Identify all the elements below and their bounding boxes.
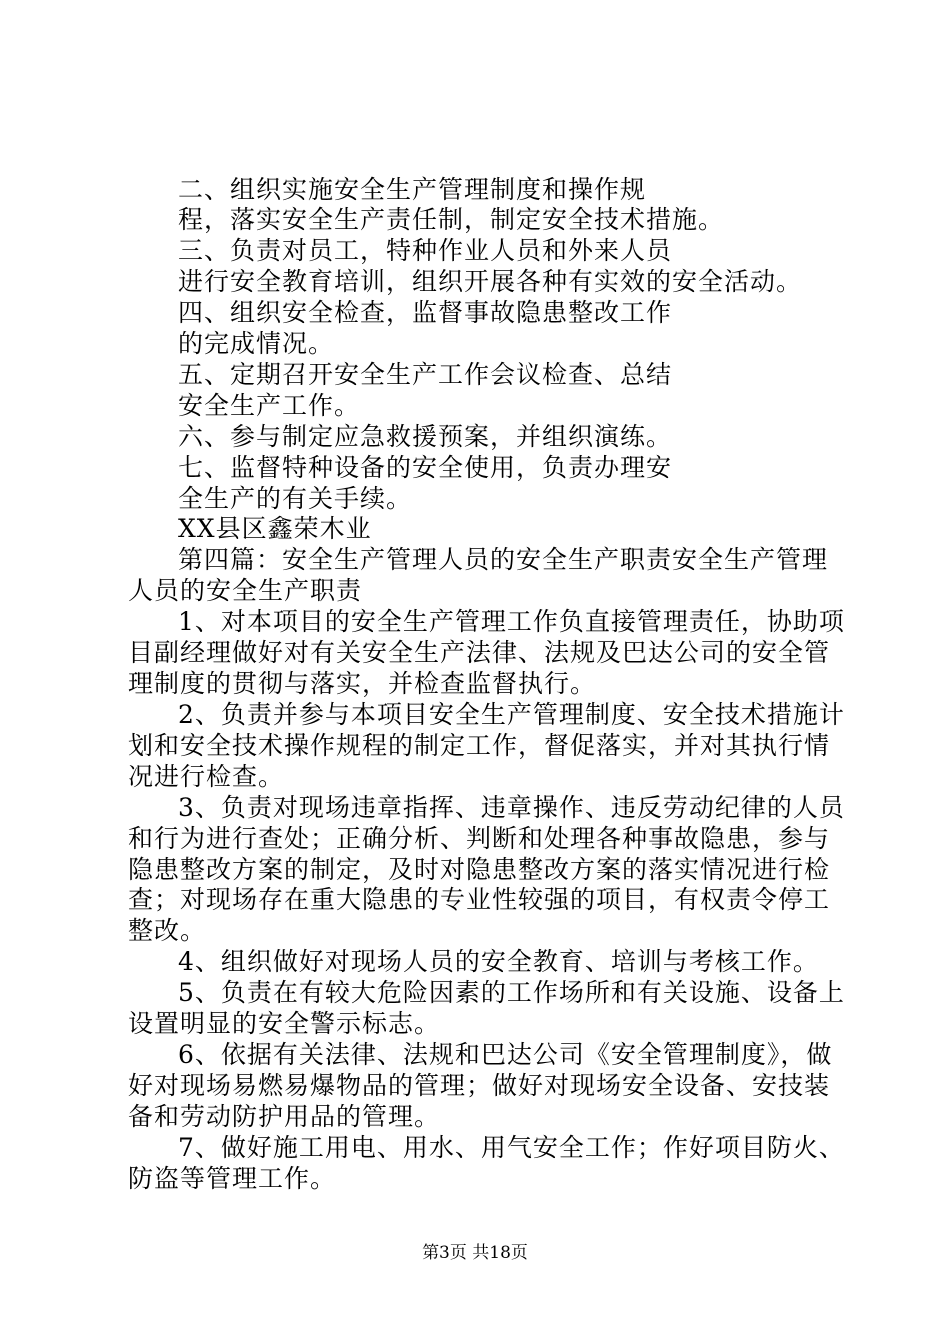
text-line: 防盗等管理工作。 <box>128 1164 337 1193</box>
page-number-footer: 第3页 共18页 <box>422 1243 528 1263</box>
text-line: 二、组织实施安全生产管理制度和操作规 <box>178 175 647 204</box>
text-line: 隐患整改方案的制定，及时对隐患整改方案的落实情况进行检 <box>128 855 831 884</box>
text-line: 查；对现场存在重大隐患的专业性较强的项目，有权责令停工 <box>128 885 831 914</box>
text-line: 安全生产工作。 <box>178 391 361 420</box>
text-line: 1、对本项目的安全生产管理工作负直接管理责任，协助项 <box>178 607 845 636</box>
text-line: 好对现场易燃易爆物品的管理；做好对现场安全设备、安技装 <box>128 1071 831 1100</box>
text-line: 整改。 <box>128 916 207 945</box>
text-line: 四、组织安全检查，监督事故隐患整改工作 <box>178 298 673 327</box>
text-line: 目副经理做好对有关安全生产法律、法规及巴达公司的安全管 <box>128 638 831 667</box>
text-line: 全生产的有关手续。 <box>178 484 413 513</box>
text-line: 设置明显的安全警示标志。 <box>128 1009 441 1038</box>
text-line: 五、定期召开安全生产工作会议检查、总结 <box>178 360 673 389</box>
text-line: 六、参与制定应急救援预案，并组织演练。 <box>178 422 673 451</box>
text-line: 7、做好施工用电、用水、用气安全工作；作好项目防火、 <box>178 1133 845 1162</box>
section-heading-continued: 人员的安全生产职责 <box>128 576 363 605</box>
text-line: 理制度的贯彻与落实，并检查监督执行。 <box>128 669 597 698</box>
text-line: 6、依据有关法律、法规和巴达公司《安全管理制度》，做 <box>178 1040 833 1069</box>
text-line: 和行为进行查处；正确分析、判断和处理各种事故隐患，参与 <box>128 824 831 853</box>
text-line: 程，落实安全生产责任制，制定安全技术措施。 <box>178 205 725 234</box>
text-line: 划和安全技术操作规程的制定工作，督促落实，并对其执行情 <box>128 731 831 760</box>
text-line: 2、负责并参与本项目安全生产管理制度、安全技术措施计 <box>178 700 845 729</box>
text-line: 七、监督特种设备的安全使用，负责办理安 <box>178 453 673 482</box>
section-heading: 第四篇：安全生产管理人员的安全生产职责安全生产管理 <box>178 545 829 574</box>
text-line: 的完成情况。 <box>178 329 335 358</box>
text-line: 5、负责在有较大危险因素的工作场所和有关设施、设备上 <box>178 978 845 1007</box>
text-line: 备和劳动防护用品的管理。 <box>128 1102 441 1131</box>
text-line: 进行安全教育培训，组织开展各种有实效的安全活动。 <box>178 267 803 296</box>
text-line: 4、组织做好对现场人员的安全教育、培训与考核工作。 <box>178 947 819 976</box>
text-line: 况进行检查。 <box>128 762 285 791</box>
text-line: 3、负责对现场违章指挥、违章操作、违反劳动纪律的人员 <box>178 793 845 822</box>
text-line: 三、负责对员工，特种作业人员和外来人员 <box>178 236 673 265</box>
text-line: XX县区鑫荣木业 <box>178 514 372 543</box>
